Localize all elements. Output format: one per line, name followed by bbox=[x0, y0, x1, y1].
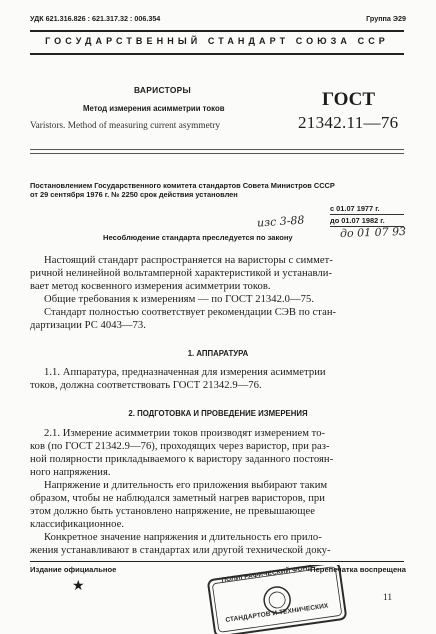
section-1-line: 1.1. Аппаратура, предназначенная для измерения асимметрии bbox=[44, 367, 326, 378]
section-2-line: ного напряжения. bbox=[30, 467, 111, 478]
validity-to: до 01.07 1982 г. bbox=[330, 216, 385, 225]
top-rule bbox=[30, 30, 404, 32]
section-2-line: Конкретное значение напряжения и длительность его прило- bbox=[44, 532, 322, 543]
decree-line-1: Постановлением Государственного комитета стандартов Совета Министров СССР bbox=[30, 181, 335, 190]
title-rule-1 bbox=[30, 149, 404, 150]
group-code: Группа Э29 bbox=[366, 14, 406, 23]
reprint-prohibited: Перепечатка воспрещена bbox=[310, 565, 406, 574]
banner-rule bbox=[30, 53, 404, 55]
section-2-line: жения устанавливают в стандартах или другой технической доку- bbox=[30, 545, 331, 556]
product-title: ВАРИСТОРЫ bbox=[134, 85, 192, 95]
gost-label: ГОСТ bbox=[322, 89, 376, 110]
section-2-line: этом должно быть установлено напряжение, не превышающее bbox=[30, 506, 315, 517]
stamp-text-bottom: СТАНДАРТОВ И ТЕХНИЧЕСКИХ bbox=[225, 602, 329, 624]
decree-line-2: от 29 сентября 1976 г. № 2250 срок действия установлен bbox=[30, 190, 238, 199]
intro-line: ричной нелинейной вольтамперной характеристикой и устанавли- bbox=[30, 268, 333, 279]
footer-rule bbox=[30, 561, 404, 562]
intro-line: Стандарт полностью соответствует рекомендации СЭВ по стан- bbox=[44, 307, 337, 318]
intro-line: дартизации РС 4043—73. bbox=[30, 320, 146, 331]
section-2-line: классификационное. bbox=[30, 519, 125, 530]
section-2-heading: 2. ПОДГОТОВКА И ПРОВЕДЕНИЕ ИЗМЕРЕНИЯ bbox=[128, 409, 308, 418]
official-edition: Издание официальное bbox=[30, 565, 117, 574]
section-1-heading: 1. АППАРАТУРА bbox=[187, 349, 249, 358]
intro-line: Общие требования к измерениям — по ГОСТ 21342.0—75. bbox=[44, 294, 315, 305]
intro-line: вает метод косвенного измерения асимметрии токов. bbox=[30, 281, 271, 292]
validity-from: с 01.07 1977 г. bbox=[330, 204, 380, 213]
standard-banner: ГОСУДАРСТВЕННЫЙ СТАНДАРТ СОЮЗА ССР bbox=[45, 36, 389, 46]
intro-line: Настоящий стандарт распространяется на варисторы с симмет- bbox=[44, 255, 333, 266]
section-2-line: ной полярности прикладываемого к варистору заданного постоян- bbox=[30, 454, 334, 465]
section-2-line: Напряжение и длительность его приложения выбирают таким bbox=[44, 480, 328, 491]
section-1-line: токов, должна соответствовать ГОСТ 21342.9—76. bbox=[30, 380, 262, 391]
section-2-line: ков (по ГОСТ 21342.9—76), проходящих через варистор, при раз- bbox=[30, 441, 330, 452]
stamp-text-top: ПОЛИГРАФИЧЕСКИЙ ФОНД bbox=[221, 564, 313, 584]
handwritten-amendment: изс 3-88 bbox=[256, 213, 305, 230]
section-2-line: образом, чтобы не наблюдался заметный нагрев варисторов, при bbox=[30, 493, 325, 504]
title-rule-2 bbox=[30, 153, 404, 154]
library-stamp bbox=[203, 565, 351, 634]
section-2-line: 2.1. Измерение асимметрии токов производят измерением то- bbox=[44, 428, 326, 439]
handwritten-extension: до 01 07 93 bbox=[339, 224, 407, 241]
udk-code: УДК 621.316.826 : 621.317.32 : 006.354 bbox=[30, 14, 161, 23]
english-title: Varistors. Method of measuring current asymmetry bbox=[30, 121, 221, 131]
star-mark: ★ bbox=[72, 579, 85, 594]
page-number: 11 bbox=[383, 593, 393, 603]
gost-number: 21342.11—76 bbox=[298, 113, 399, 132]
method-subtitle: Метод измерения асимметрии токов bbox=[83, 104, 225, 113]
penalty-notice: Несоблюдение стандарта преследуется по закону bbox=[103, 233, 293, 242]
validity-rule-1 bbox=[330, 214, 404, 215]
